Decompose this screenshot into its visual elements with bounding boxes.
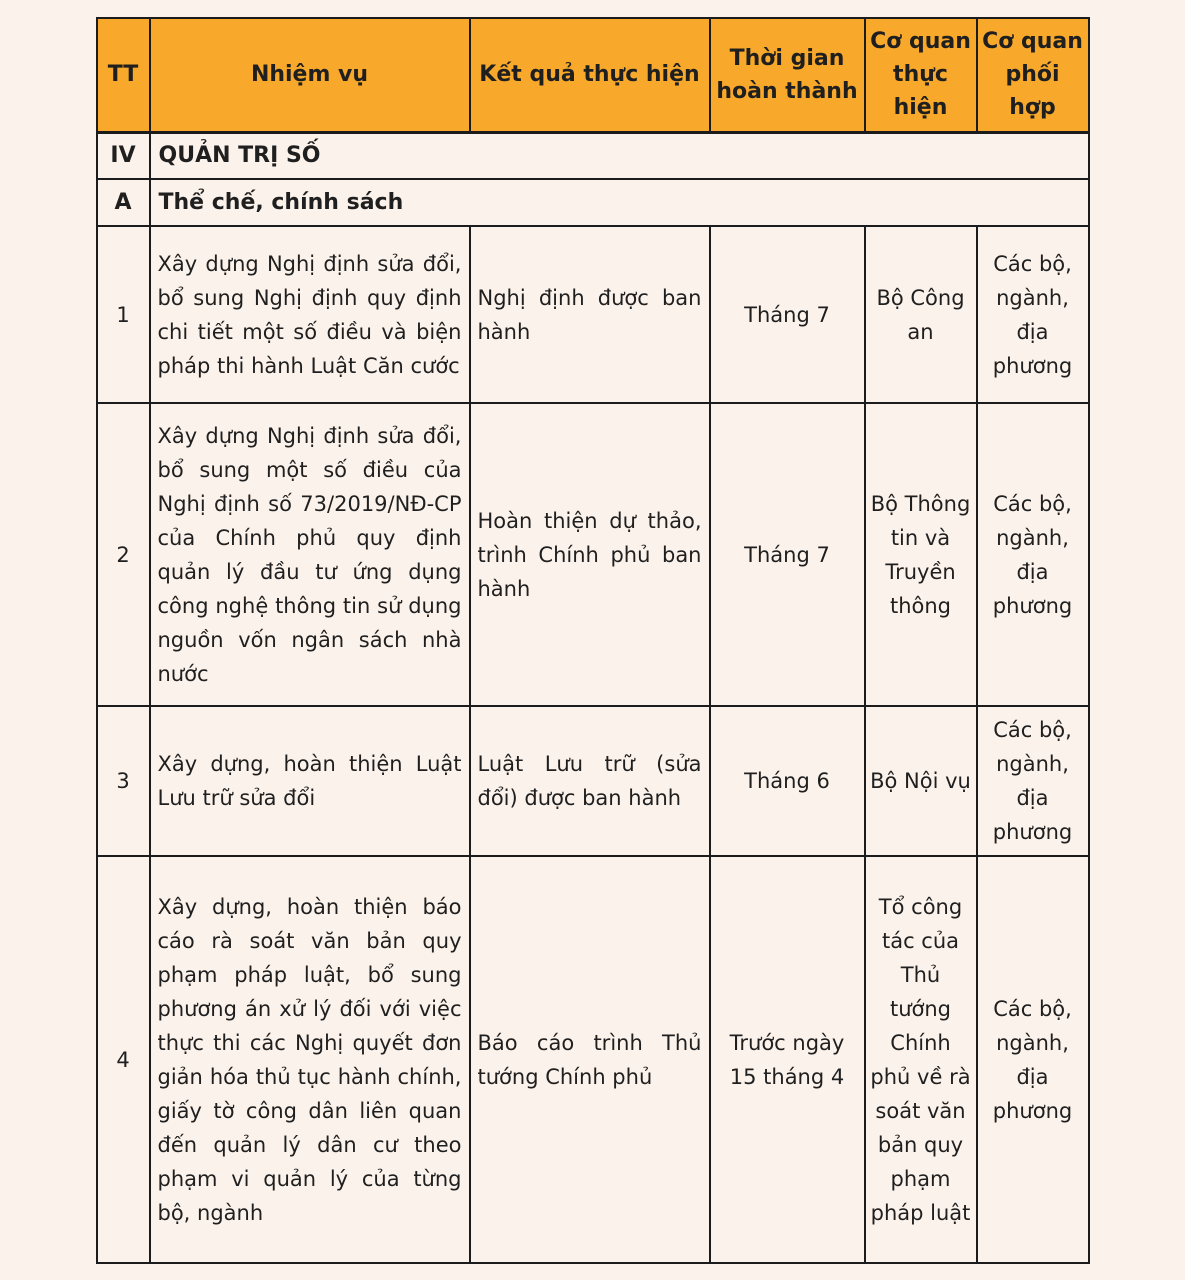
agency-cell: Bộ Thông tin và Truyền thông [865,403,977,706]
result-cell: Hoàn thiện dự thảo, trình Chính phủ ban hành [470,403,710,706]
section-title: Thể chế, chính sách [150,179,1089,226]
agency-cell: Bộ Nội vụ [865,706,977,856]
result-cell: Nghị định được ban hành [470,226,710,403]
result-cell: Báo cáo trình Thủ tướng Chính phủ [470,856,710,1263]
task-cell: Xây dựng Nghị định sửa đổi, bổ sung Nghị định quy định chi tiết một số điều và biện pháp thi hành Luật Căn cước [150,226,470,403]
task-table [96,17,1090,1264]
header-row [97,18,1089,132]
agency-cell: Bộ Công an [865,226,977,403]
row-number: 2 [97,403,150,706]
row-number: 4 [97,856,150,1263]
section-id: A [97,179,150,226]
coordination-cell: Các bộ, ngành, địa phương [977,856,1089,1263]
task-cell: Xây dựng Nghị định sửa đổi, bổ sung một số điều của Nghị định số 73/2019/NĐ-CP của Chính phủ quy định quản lý đầu tư ứng dụng công nghệ thông tin sử dụng nguồn vốn ngân sách nhà nước [150,403,470,706]
header-coordination: Cơ quan phối hợp [977,18,1089,132]
agency-cell: Tổ công tác của Thủ tướng Chính phủ về rà soát văn bản quy phạm pháp luật [865,856,977,1263]
task-cell: Xây dựng, hoàn thiện Luật Lưu trữ sửa đổi [150,706,470,856]
time-cell: Tháng 7 [710,403,865,706]
section-row-a [97,179,1089,226]
header-agency: Cơ quan thực hiện [865,18,977,132]
header-tt: TT [97,18,150,132]
time-cell: Trước ngày 15 tháng 4 [710,856,865,1263]
coordination-cell: Các bộ, ngành, địa phương [977,706,1089,856]
table-row [97,226,1089,403]
coordination-cell: Các bộ, ngành, địa phương [977,403,1089,706]
section-title: QUẢN TRỊ SỐ [150,132,1089,179]
row-number: 1 [97,226,150,403]
table-row [97,856,1089,1263]
header-task: Nhiệm vụ [150,18,470,132]
time-cell: Tháng 6 [710,706,865,856]
section-id: IV [97,132,150,179]
coordination-cell: Các bộ, ngành, địa phương [977,226,1089,403]
table-body [97,132,1089,1263]
header-time: Thời gian hoàn thành [710,18,865,132]
time-cell: Tháng 7 [710,226,865,403]
table-row [97,706,1089,856]
row-number: 3 [97,706,150,856]
task-cell: Xây dựng, hoàn thiện báo cáo rà soát văn bản quy phạm pháp luật, bổ sung phương án xử lý đối với việc thực thi các Nghị quyết đơn giản hóa thủ tục hành chính, giấy tờ công dân liên quan đến quản lý dân cư theo phạm vi quản lý của từng bộ, ngành [150,856,470,1263]
section-row-iv [97,132,1089,179]
table-header [97,18,1089,132]
result-cell: Luật Lưu trữ (sửa đổi) được ban hành [470,706,710,856]
header-result: Kết quả thực hiện [470,18,710,132]
table-row [97,403,1089,706]
